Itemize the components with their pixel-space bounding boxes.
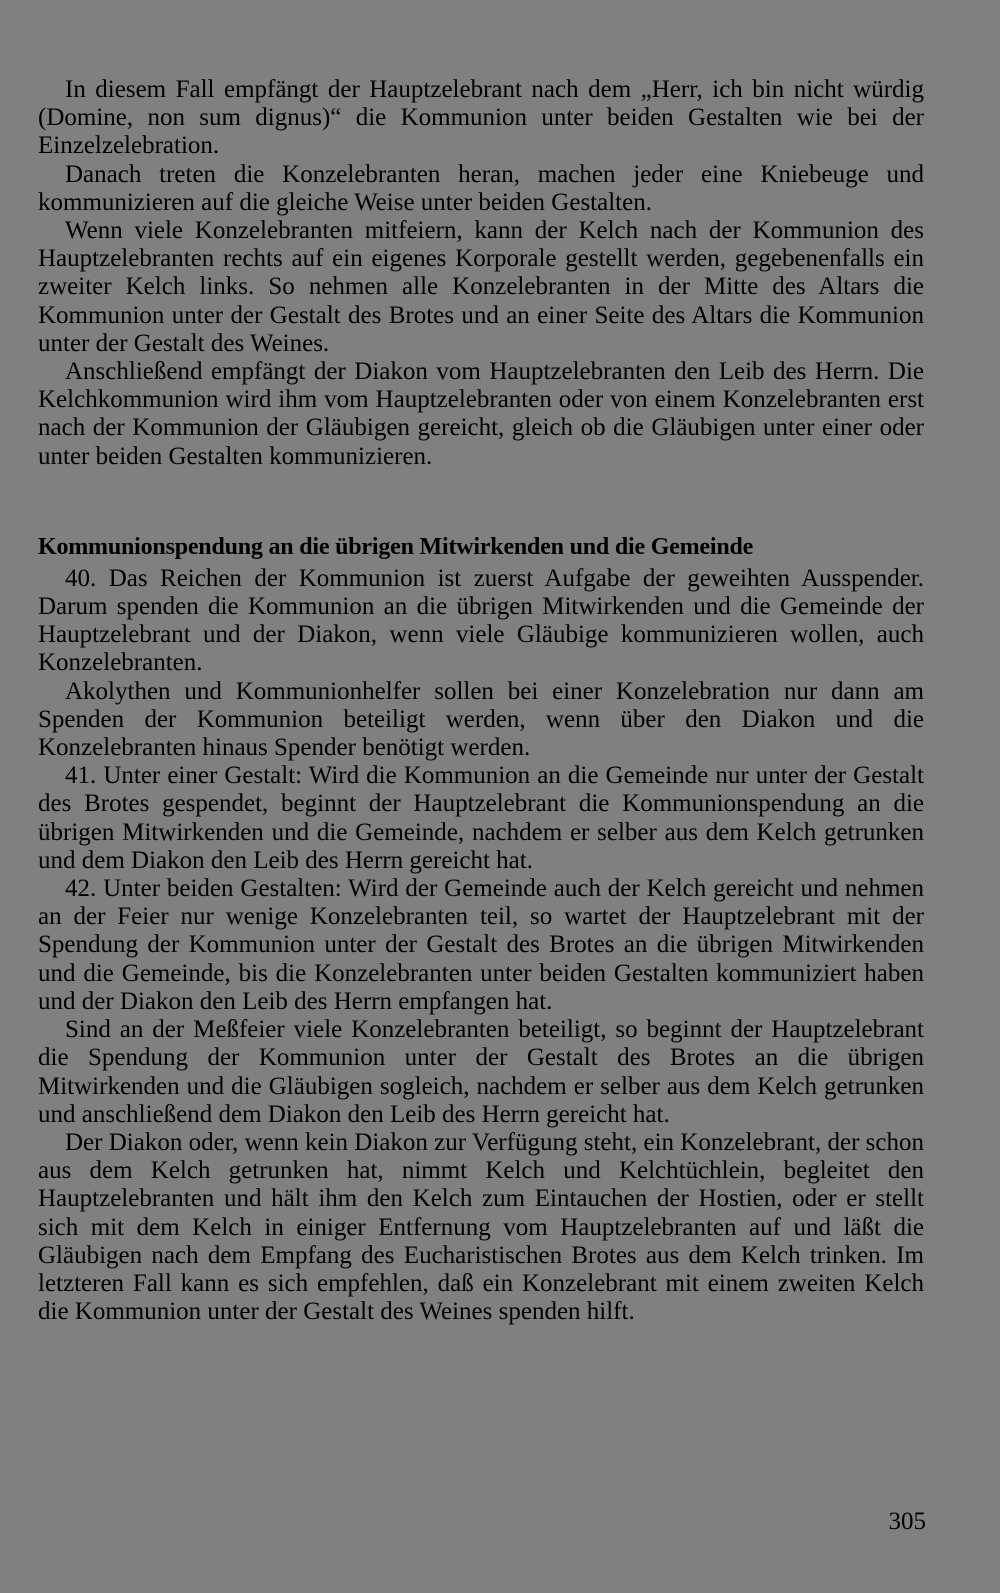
section-heading: Kommunionspendung an die übrigen Mitwirkenden und die Gemeinde bbox=[38, 533, 754, 560]
section-paragraph-42: 42. Unter beiden Gestalten: Wird der Gemeinde auch der Kelch gereicht und nehmen an der Feier nur wenige Konzelebranten teil, so wartet der Hauptzelebrant mit der Spendung der Kommunion unter der Gestalt des Brotes an die übrigen Mitwirkenden und die Gemeinde, bis die Konzelebranten unter beiden Gestalten kommuniziert haben und der Diakon den Leib des Herrn empfangen hat. bbox=[38, 875, 924, 1015]
page-body bbox=[38, 76, 924, 1326]
intro-paragraph-1: In diesem Fall empfängt der Hauptzelebrant nach dem „Herr, ich bin nicht würdig (Domine, non sum dignus)“ die Kommunion unter beiden Gestalten wie bei der Einzelzelebration. bbox=[38, 76, 924, 160]
intro-paragraph-3: Wenn viele Konzelebranten mitfeiern, kann der Kelch nach der Kommunion des Hauptzelebranten rechts auf ein eigenes Korporale gestellt werden, gegebenenfalls ein zweiter Kelch links. So nehmen alle Konzelebranten in der Mitte des Altars die Kommunion unter der Gestalt des Brotes und an einer Seite des Altars die Kommunion unter der Gestalt des Weines. bbox=[38, 217, 924, 357]
intro-paragraph-2: Danach treten die Konzelebranten heran, machen jeder eine Kniebeuge und kommunizieren auf die gleiche Weise unter beiden Gestalten. bbox=[38, 160, 924, 216]
section-paragraph-acolytes: Akolythen und Kommunionhelfer sollen bei einer Konzelebration nur dann am Spenden der Kommunion beteiligt werden, wenn über den Diakon und die Konzelebranten hinaus Spender benötigt werden. bbox=[38, 677, 924, 762]
section-paragraph-40: 40. Das Reichen der Kommunion ist zuerst Aufgabe der geweihten Ausspender. Darum spenden die Kommunion an die übrigen Mitwirkenden und die Gemeinde der Hauptzelebrant und der Diakon, wenn viele Gläubige kommunizieren wollen, auch Konzelebranten. bbox=[38, 564, 924, 677]
section-paragraph-many-concelebrants: Sind an der Meßfeier viele Konzelebranten beteiligt, so beginnt der Hauptzelebrant die Spendung der Kommunion unter der Gestalt des Brotes an die übrigen Mitwirkenden und die Gläubigen sogleich, nachdem er selber aus dem Kelch getrunken und anschließend dem Diakon den Leib des Herrn gereicht hat. bbox=[38, 1016, 924, 1128]
section-paragraph-deacon: Der Diakon oder, wenn kein Diakon zur Verfügung steht, ein Konzelebrant, der schon aus dem Kelch getrunken hat, nimmt Kelch und Kelchtüchlein, begleitet den Hauptzelebranten und hält ihm den Kelch zum Eintauchen der Hostien, oder er stellt sich mit dem Kelch in einiger Entfernung vom Hauptzelebranten auf und läßt die Gläubigen nach dem Empfang des Eucharistischen Brotes aus dem Kelch trinken. Im letzteren Fall kann es sich empfehlen, daß ein Konzelebrant mit einem zweiten Kelch die Kommunion unter der Gestalt des Weines spenden hilft. bbox=[38, 1128, 924, 1326]
intro-paragraph-4: Anschließend empfängt der Diakon vom Hauptzelebranten den Leib des Herrn. Die Kelchkommunion wird ihm vom Hauptzelebranten oder von einem Konzelebranten erst nach der Kommunion der Gläubigen gereicht, gleich ob die Gläubigen unter einer oder unter beiden Gestalten kommunizieren. bbox=[38, 358, 924, 470]
page-number: 305 bbox=[888, 1508, 926, 1535]
section-paragraph-41: 41. Unter einer Gestalt: Wird die Kommunion an die Gemeinde nur unter der Gestalt des Brotes gespendet, beginnt der Hauptzelebrant die Kommunionspendung an die übrigen Mitwirkenden und die Gemeinde, nachdem er selber aus dem Kelch getrunken und dem Diakon den Leib des Herrn gereicht hat. bbox=[38, 762, 924, 874]
